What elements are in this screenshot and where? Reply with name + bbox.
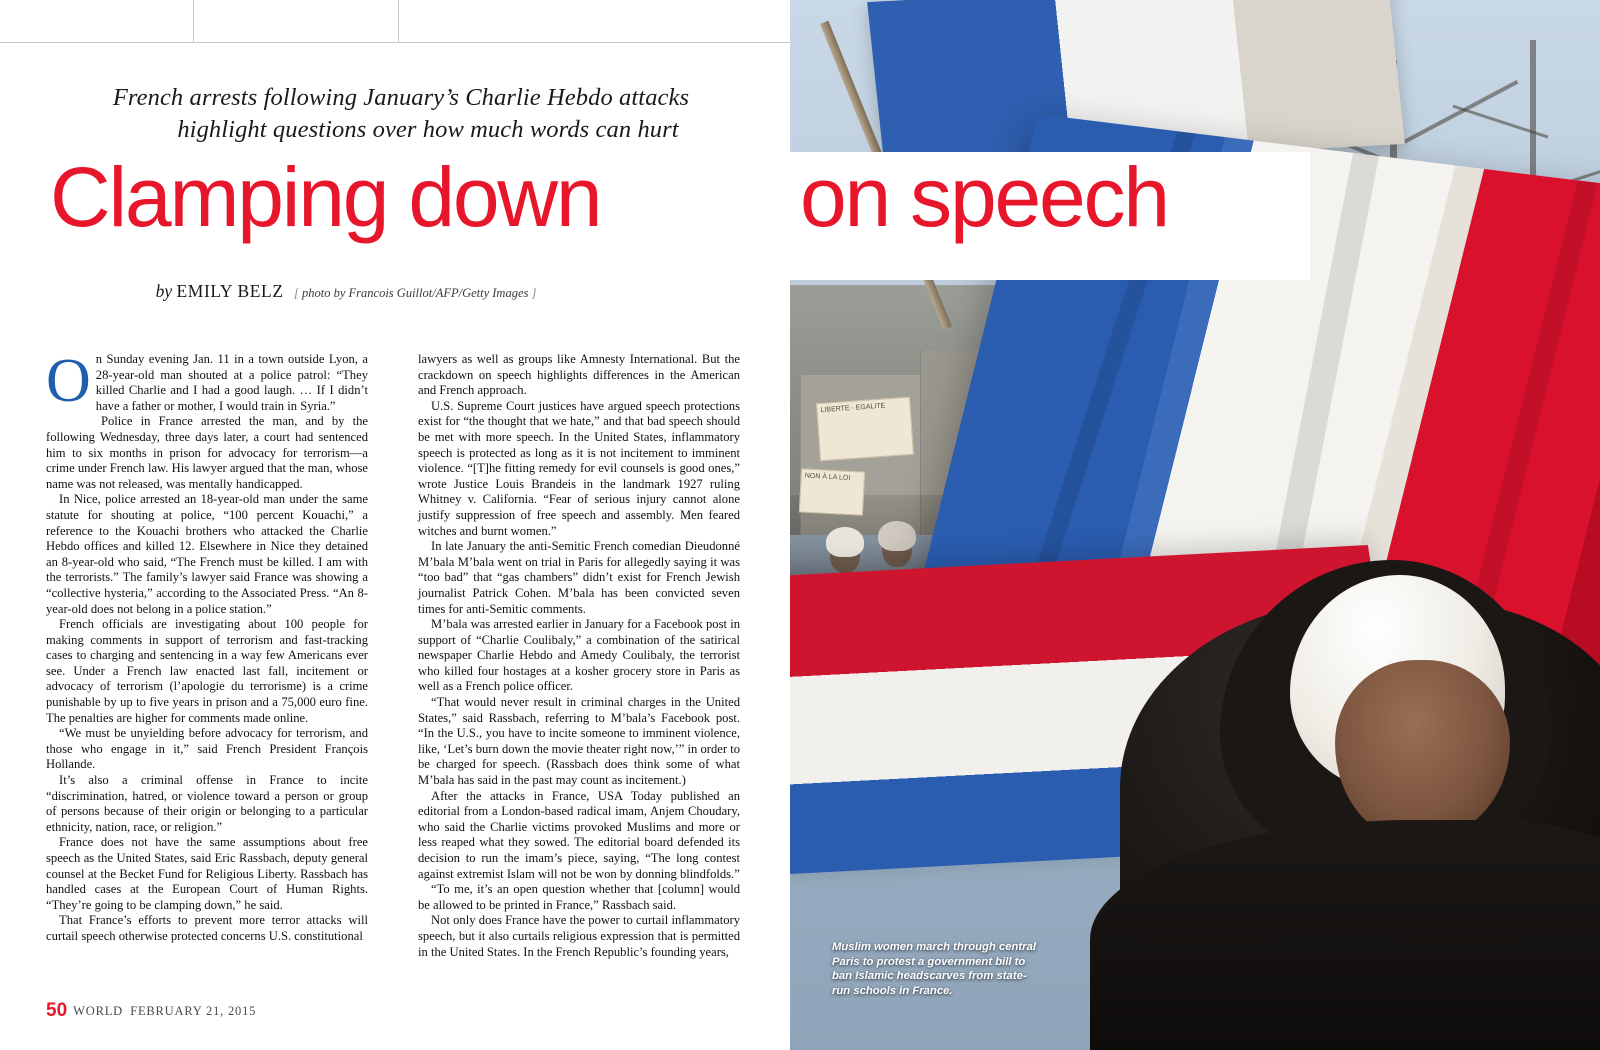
paragraph-text: It’s also a criminal offense in France to incite “discrimination, hatred, or violence toward a person or group of persons because of their origin or belonging to a particular ethnicity, nation, race, or religion.” [46,773,368,834]
paragraph [418,913,740,960]
paragraph [46,726,368,773]
bracket-open: [ [294,286,299,300]
photo-credit-text: photo by Francois Guillot/AFP/Getty Images [302,286,529,300]
paragraph [418,399,740,539]
bracket-close: ] [531,286,537,300]
paragraph-text: “To me, it’s an open question whether that [column] would be allowed to be printed in France,” Rassbach said. [418,882,740,912]
paragraph-text: French officials are investigating about 100 people for making comments in support of terrorism and fast-tracking cases to charging and sentencing in a way few Americans ever see. Under a French law enacted last fall, incitement or advocacy of terrorism (l’apologie du terrorisme) is a crime punishable by up to five years in prison and a 75,000 euro fine. The penalties are higher for comments made online. [46,617,368,725]
protest-sign: NON À LA LOI [799,468,865,515]
paragraph [46,773,368,835]
column-two [418,352,740,960]
paragraph-text: “We must be unyielding before advocacy for terrorism, and those who engage in it,” said French President François Hollande. [46,726,368,772]
protest-sign: LIBERTE · EGALITE [816,397,914,461]
trim-mark-center [398,0,399,42]
paragraph [418,352,740,399]
article-deck [46,82,756,146]
byline-prefix: by [155,281,177,301]
paragraph-text: That France’s efforts to prevent more terror attacks will curtail speech otherwise protected concerns U.S. constitutional [46,913,368,943]
paragraph-text: Not only does France have the power to curtail inflammatory speech, but it also curtails religious expression that is permitted in the United States. In the French Republic’s founding years, [418,913,740,959]
paragraph-text: M’bala was arrested earlier in January for a Facebook post in support of “Charlie Coulibaly,” a combination of the satirical newspaper Charlie Hebdo and Amedy Coulibaly, the terrorist who killed four hostages at a kosher grocery store in Paris as well as a French police officer. [418,617,740,694]
paragraph [46,347,368,415]
paragraph-text: lawyers as well as groups like Amnesty International. But the crackdown on speech highlights differences in the American and French approach. [418,352,740,398]
headline-left-part: Clamping down [50,150,601,244]
photo-caption: Muslim women march through central Paris to protest a government bill to ban Islamic headscarves from state-run schools in France. [832,941,1037,997]
paragraph-text: Police in France arrested the man, and by the following Wednesday, three days later, a court had sentenced him to six months in prison for advocacy for terrorism—a crime under French law. His lawyer argued that the man, whose name was not released, was mentally handicapped. [46,414,368,491]
paragraph [46,492,368,617]
paragraph-text: “That would never result in criminal charges in the United States,” said Rassbach, referring to M’bala’s Facebook post. “In the U.S., you have to incite someone to imminent violence, like, ‘Let’s burn down the movie theater right now,’” in order to be charged for speech. (Rassbach does think some of what M’bala has said in the past may count as incitement.) [418,695,740,788]
trim-rule-top [0,42,790,43]
deck-line-1: French arrests following January’s Charlie Hebdo attacks [112,84,690,111]
paragraph [418,882,740,913]
headline-right-part: on speech [800,150,1168,244]
photo-credit [294,286,536,300]
paragraph [46,617,368,726]
paragraph-text: After the attacks in France, USA Today published an editorial from a London-based radical imam, Anjem Choudary, who said the Charlie victims provoked Muslims and more or less reaped what they sowed. The editorial board defended its decision to run the imam’s piece, saying, “The long contest against extremist Islam will not be won by donning blindfolds.” [418,788,740,881]
paragraph [418,617,740,695]
paragraph-text: In late January the anti-Semitic French comedian Dieudonné M’bala M’bala went on trial in Paris for allegedly saying it was “too bad” that “gas chambers” didn’t exist for French Jewish journalist Patrick Cohen. M’bala has been convicted seven times for anti-Semitic comments. [418,539,740,616]
drop-cap: O [46,347,91,415]
paragraph-text: France does not have the same assumptions about free speech as the United States, said Eric Rassbach, deputy general counsel at the Becket Fund for Religious Liberty. Rassbach has handled cases at the European Court of Human Rights. “They’re going to be clamping down,” he said. [46,835,368,912]
column-one [46,347,368,945]
paragraph [46,913,368,944]
publication-name: WORLD [73,1004,123,1018]
deck-line-2: highlight questions over how much words can hurt [177,116,679,143]
issue-date: FEBRUARY 21, 2015 [130,1004,257,1018]
folio [46,1000,256,1022]
paragraph [46,835,368,913]
left-text-page [0,0,790,1050]
paragraph [418,695,740,789]
byline [46,281,646,302]
paragraph [418,539,740,617]
paragraph [418,789,740,883]
paragraph-text: In Nice, police arrested an 18-year-old man under the same statute for shouting at police, “100 percent Kouachi,” a reference to the Kouachi brothers who attacked the Charlie Hebdo offices and killed 12. Elsewhere in Nice they detained an 8-year-old who said, “The French must be killed. I am with the terrorists.” The family’s lawyer said France was showing a “collective hysteria,” according to the Associated Press. “An 8-year-old does not belong in a police station.” [46,492,368,616]
byline-author: EMILY BELZ [176,281,284,301]
paragraph [46,414,368,492]
article-body [46,347,746,959]
paragraph-text: U.S. Supreme Court justices have argued speech protections exist for “the thought that we hate,” and that bad speech should be met with more speech. In the United States, inflammatory speech is protected as long as it is not incitement to imminent violence. “[T]he fitting remedy for evil counsels is good ones,” wrote Justice Louis Brandeis in the landmark 1927 ruling Whitney v. California. “Fear of serious injury cannot alone justify suppression of free speech and assembly. Men feared witches and burnt women.” [418,398,740,538]
paragraph-text: n Sunday evening Jan. 11 in a town outside Lyon, a 28-year-old man shouted at a police patrol: “They killed Charlie and I had a good laugh. … If I didn’t have a father or mother, I would train in Syria.” [95,352,368,413]
page-number: 50 [46,1000,68,1021]
trim-mark-left [193,0,194,42]
